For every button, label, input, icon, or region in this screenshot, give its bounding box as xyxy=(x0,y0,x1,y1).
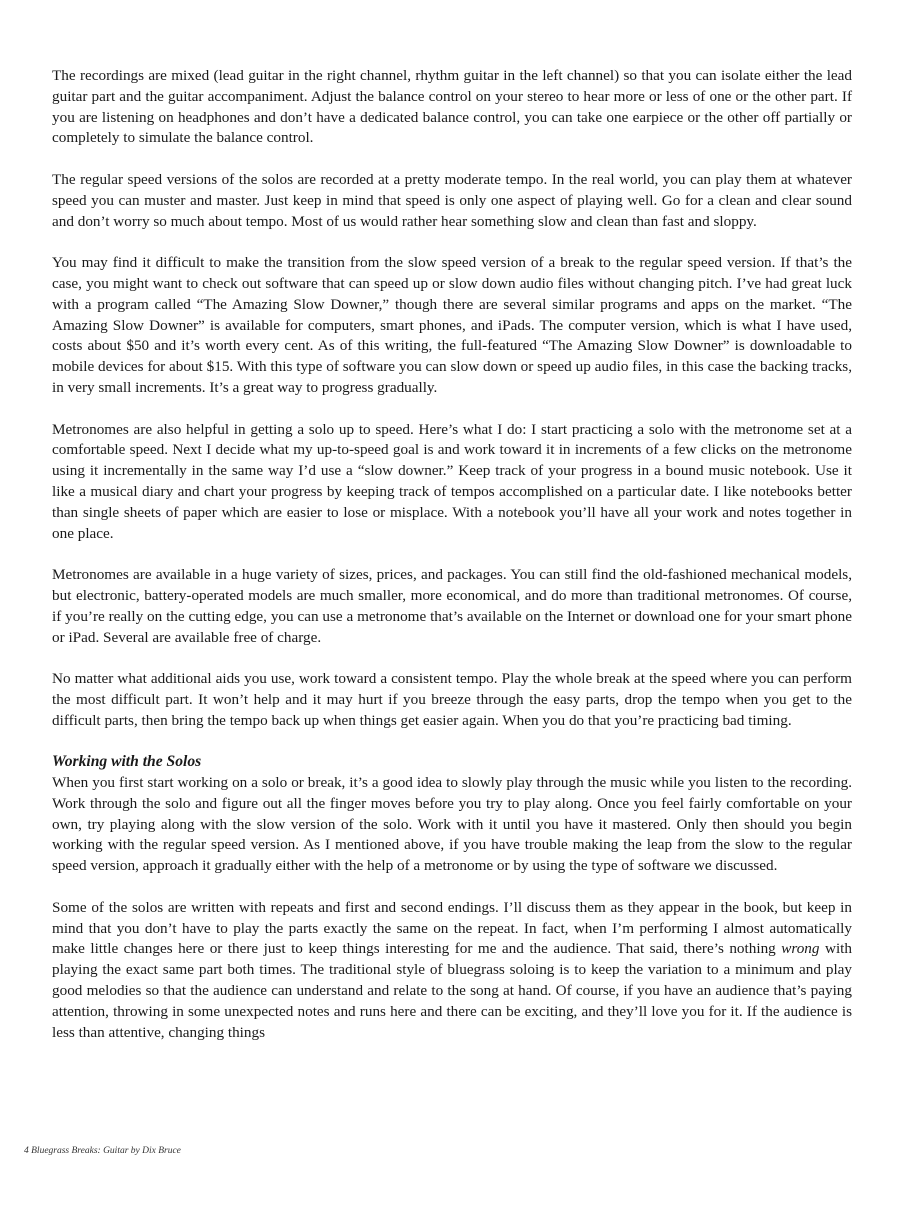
paragraph-slow-downer: You may find it difficult to make the transition from the slow speed version of a break to the regular speed version. If that’s the case, you might want to check out software that can speed up or slow down audio files without changing pitch. I’ve had great luck with a program called “The Amazing Slow Downer,” though there are several similar programs and apps on the market. “The Amazing Slow Downer” is available for computers, smart phones, and iPads. The computer version, which is what I have used, costs about $50 and it’s worth every cent. As of this writing, the full-featured “The Amazing Slow Downer” is downloadable to mobile devices for about $15. With this type of software you can slow down or speed up audio files, in this case the backing tracks, in very small increments. It’s a great way to progress gradually. xyxy=(52,254,852,396)
emphasis-wrong: wrong xyxy=(781,940,820,958)
paragraph-working-solos: When you first start working on a solo or break, it’s a good idea to slowly play through the music while you listen to the recording. Work through the solo and figure out all the finger moves before you try to play along. Once you feel fairly comfortable on your own, try playing along with the slow version of the solo. Work with it until you have it mastered. Only then should you begin working with the regular speed version. As I mentioned above, if you have trouble making the leap from the slow to the regular speed version, approach it gradually either with the help of a metronome or by using the type of software we discussed. xyxy=(52,774,852,875)
paragraph-metronome-practice: Metronomes are also helpful in getting a solo up to speed. Here’s what I do: I start practicing a solo with the metronome set at a comfortable speed. Next I decide what my up-to-speed goal is and work toward it in increments of a few clicks on the metronome using it incrementally in the same way I’d use a “slow downer.” Keep track of your progress in a bound music notebook. Use it like a musical diary and chart your progress by keeping track of tempos accomplished on a particular date. I like notebooks better than single sheets of paper which are easier to lose or misplace. With a notebook you’ll have all your work and notes together in one place. xyxy=(52,420,852,542)
page-footer: 4 Bluegrass Breaks: Guitar by Dix Bruce xyxy=(24,1146,181,1156)
paragraph-repeats-part-2: with playing the exact same part both times. The traditional style of bluegrass soloing is to keep the variation to a minimum and play good melodies so that the audience can understand and relate to the song at hand. Of course, if you have an audience that’s paying attention, throwing in some unexpected notes and runs here and there can be exciting, and they’ll love you for it. If the audience is less than attentive, changing things xyxy=(52,940,852,1041)
paragraph-repeats xyxy=(52,898,852,1044)
paragraph-mixing: The recordings are mixed (lead guitar in the right channel, rhythm guitar in the left channel) so that you can isolate either the lead guitar part and the guitar accompaniment. Adjust the balance control on your stereo to hear more or less of one or the other part. If you are listening on headphones and don’t have a dedicated balance control, you can take one earpiece or the other off partially or completely to simulate the balance control. xyxy=(52,67,852,147)
document-page xyxy=(52,66,852,1043)
paragraph-metronome-types: Metronomes are available in a huge variety of sizes, prices, and packages. You can still find the old-fashioned mechanical models, but electronic, battery-operated models are much smaller, more economical, and do more than traditional metronomes. Of course, if you’re really on the cutting edge, you can use a metronome that’s available on the Internet or download one for your smart phone or iPad. Several are available free of charge. xyxy=(52,566,852,646)
section-heading: Working with the Solos xyxy=(52,753,202,771)
paragraph-consistent-tempo: No matter what additional aids you use, work toward a consistent tempo. Play the whole break at the speed where you can perform the most difficult part. It won’t help and it may hurt if you breeze through the easy parts, drop the tempo when you get to the difficult parts, then bring the tempo back up when things get easier again. When you do that you’re practicing bad timing. xyxy=(52,670,852,729)
paragraph-repeats-part-1: Some of the solos are written with repeats and first and second endings. I’ll discuss them as they appear in the book, but keep in mind that you don’t have to play the parts exactly the same on the repeat. In fact, when I’m performing I almost automatically make little changes here or there just to keep things interesting for me and the audience. That said, there’s nothing xyxy=(52,898,852,958)
paragraph-regular-speed: The regular speed versions of the solos are recorded at a pretty moderate tempo. In the real world, you can play them at whatever speed you can muster and master. Just keep in mind that speed is only one aspect of playing well. Go for a clean and clear sound and don’t worry so much about tempo. Most of us would rather hear something slow and clean than fast and sloppy. xyxy=(52,170,852,230)
